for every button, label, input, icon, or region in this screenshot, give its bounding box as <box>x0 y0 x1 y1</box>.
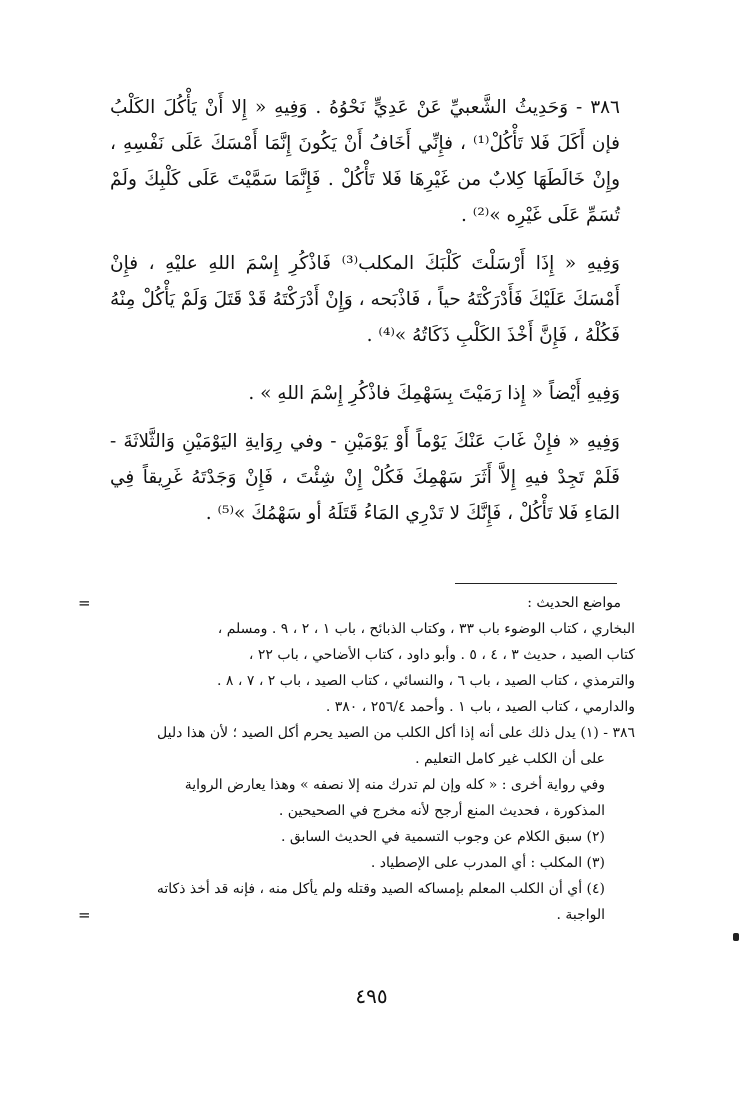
hadith-body <box>110 90 620 544</box>
footnote-4-line: (٤) أي أن الكلب المعلم بإمساكه الصيد وقتله ولم يأكل منه ، فإنه قد أخذ ذكاته <box>156 881 605 897</box>
footnote-4-tail: الواجبة . <box>556 907 605 923</box>
footnote-2: (٢) سبق الكلام عن وجوب التسمية في الحديث السابق . <box>280 829 605 845</box>
footnote-separator <box>455 583 617 584</box>
mawadi-line: والترمذي ، كتاب الصيد ، باب ٦ ، والنسائي ، كتاب الصيد ، باب ٢ ، ٧ ، ٨ . <box>216 673 635 689</box>
footnote-1-line: ٣٨٦ - (١) يدل ذلك على أنه إذا أكل الكلب من الصيد يحرم أكل الصيد ؛ لأن هذا دليل <box>157 725 635 741</box>
footnote-4-line-last <box>78 902 635 928</box>
footnote-3: (٣) المكلب : أي المدرب على الإصطياد . <box>370 855 605 871</box>
mawadi-line: البخاري ، كتاب الوضوء باب ٣٣ ، وكتاب الذبائح ، باب ١ ، ٢ ، ٩ . ومسلم ، <box>217 621 635 637</box>
continuation-mark-bottom: = <box>78 906 91 924</box>
hadith-paragraph-386: ٣٨٦ - وَحَدِيثُ الشَّعبيِّ عَنْ عَدِيٍّ نَحْوُهُ . وَفِيهِ « إِلا أَنْ يَأْكُلَ الكَلْبُ فإن أَكَلَ فَلا تَأْكُلْ⁽¹⁾ ، فإِنِّي أَخَافُ أَنْ يَكُونَ إِنَّمَا أَمْسَكَ عَلَى نَفْسِهِ ، وإِنْ خَالَطَهَا كِلابٌ من غَيْرِهَا فَلا تَأْكُلْ . فَإِنَّمَا سَمَّيْتَ عَلَى كَلْبِكَ ولَمْ تُسَمِّ عَلَى غَيْرِه »⁽²⁾ . <box>110 97 620 226</box>
page-number: ٤٩٥ <box>355 984 388 1008</box>
footnotes <box>78 590 635 928</box>
footnote-1-extra-line: المذكورة ، فحديث المنع أرجح لأنه مخرج في الصحيحين . <box>278 803 605 819</box>
continuation-mark-top: = <box>78 594 91 612</box>
hadith-paragraph-2: وَفِيهِ « إِذَا أَرْسَلْتَ كَلْبَكَ المكلب⁽³⁾ فَاذْكُرِ إِسْمَ اللهِ عليْهِ ، فإِنْ أَمْسَكَ عَلَيْكَ فَأَدْرَكْتَهُ حياً ، فَاذْبَحه ، وَإِنْ أَدْرَكْتَهُ قَدْ قَتَلَ وَلَمْ يَأْكُلْ مِنْهُ فَكُلْهُ ، فَإِنَّ أَخْذَ الكَلْبِ ذَكَاتُهُ »⁽⁴⁾ . <box>110 253 620 346</box>
footnote-1-extra-line: وفي رواية أخرى : « كله وإن لم تدرك منه إلا نصفه » وهذا يعارض الرواية <box>184 777 605 793</box>
hadith-paragraph-3: وَفِيهِ أَيْضاً « إِذا رَمَيْتَ بِسَهْمِكَ فاذْكُرِ إِسْمَ اللهِ » . <box>248 383 620 404</box>
hadith-paragraph-4: وَفِيهِ « فإِنْ غَابَ عَنْكَ يَوْماً أَوْ يَوْمَيْنِ - وفي رِوَايةِ اليَوْمَيْنِ وَالثَّلاثَةَ - فَلَمْ تَجِدْ فيهِ إِلاَّ أَثَرَ سَهْمِكَ فَكُلْ إِنْ شِئْتَ ، فَإِنْ وَجَدْتَهُ غَرِيقاً فِي المَاءِ فَلا تَأْكُلْ ، فَإِنَّكَ لا تَدْرِي المَاءُ قَتَلَهُ أو سَهْمُكَ »⁽⁵⁾ . <box>110 431 620 524</box>
mawadi-heading: مواضع الحديث : <box>527 595 621 611</box>
mawadi-heading-row <box>78 590 635 616</box>
mawadi-line: كتاب الصيد ، حديث ٣ ، ٤ ، ٥ . وأبو داود ، كتاب الأضاحي ، باب ٢٢ ، <box>248 647 635 663</box>
scan-edge-mark <box>733 933 739 941</box>
footnote-1-line: على أن الكلب غير كامل التعليم . <box>415 751 605 767</box>
mawadi-line: والدارمي ، كتاب الصيد ، باب ١ . وأحمد ٢٥٦/٤ ، ٣٨٠ . <box>325 699 635 715</box>
